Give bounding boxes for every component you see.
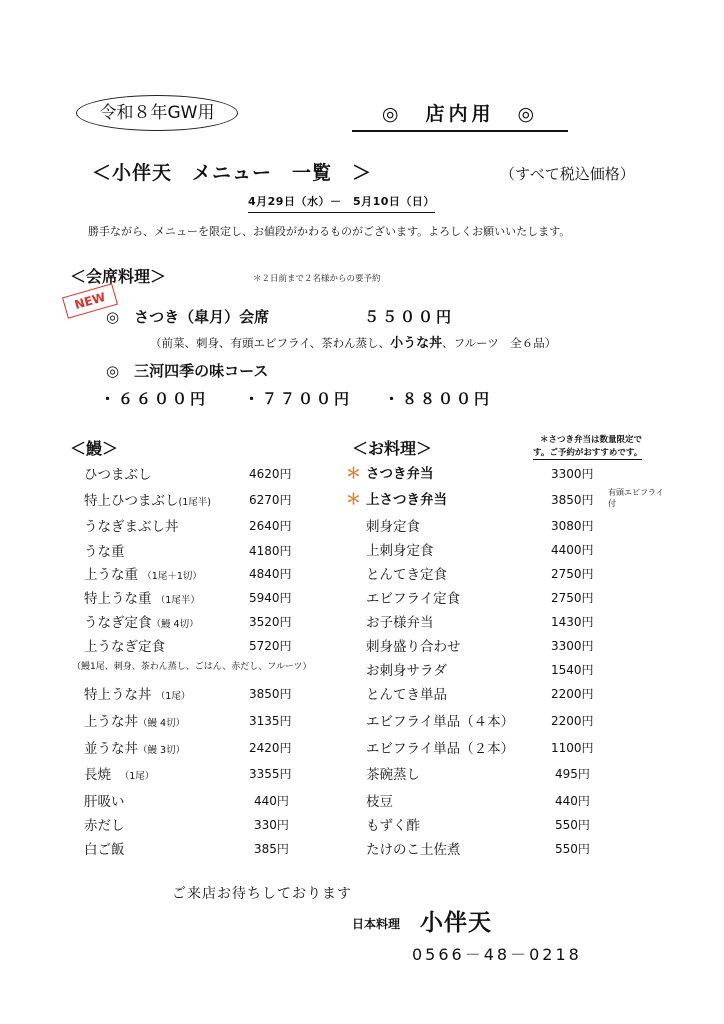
unagi-item-price: 3850円 [249,687,292,701]
mikawa-price-1: ・６６００円 [100,390,209,408]
unagi-item-name: 特上うな丼 （1尾） [84,687,191,703]
date-range: 4月29日（水）－ 5月10日（日） [248,193,435,213]
dish-item-price: 550円 [555,818,590,832]
menu-title: ＜小伴天 メニュー 一覧 ＞ [92,162,373,184]
dish-item-price: 3300円 [551,639,594,653]
star-icon: ＊ [346,490,362,508]
dish-item-name: とんてき定食 [366,567,447,583]
dish-item-name: エビフライ単品（４本） [366,714,515,730]
satsuki-course-name: ◎ さつき（皐月）会席 [106,308,270,326]
dish-item-name: 枝豆 [366,794,393,810]
unagi-item-name: 長焼 （1尾） [84,767,155,783]
unagi-item-name: 赤だし [84,818,125,834]
unagi-heading: ＜鰻＞ [70,439,119,458]
unagi-item-name: 肝吸い [84,794,125,810]
unagi-item-name: 上うな重 （1尾＋1切） [84,567,202,583]
dish-item-name: お刺身サラダ [366,663,447,679]
dish-item-name: 刺身盛り合わせ [366,639,461,655]
unagi-item-name: 上うなぎ定食 [84,639,165,655]
purpose-title: ◎ 店内用 ◎ [352,99,568,132]
welcome-message: ご来店お待ちしております [172,886,352,902]
dish-item-name: 上刺身定食 [366,543,434,559]
dish-item-price: 2200円 [551,714,594,728]
kaiseki-note: ＊２日前まで２名様からの要予約 [253,274,381,284]
satsuki-course-price: ５５００円 [364,308,455,326]
dish-item-name: 上さつき弁当 [366,492,447,508]
shrimp-note-line1: 有頭エビフライ [608,488,664,497]
dish-item-price: 3850円 [551,493,594,507]
dish-item-price: 440円 [555,794,590,808]
unagi-item-price: 5720円 [249,639,292,653]
unagi-item-price: 3135円 [249,714,292,728]
star-icon: ＊ [346,464,362,482]
dish-item-price: 3300円 [551,467,594,481]
unagi-item-price: 4840円 [249,567,292,581]
unagi-item-name: 特上ひつまぶし(1尾半) [84,493,211,509]
unagi-item-name: うなぎ定食（鰻 4切） [84,615,199,631]
dish-item-price: 4400円 [551,543,594,557]
unagi-item-price: 440円 [254,794,289,808]
phone-number: 0566－48－0218 [412,945,582,964]
dishes-heading: ＜お料理＞ [352,439,433,458]
shop-prefix: 日本料理 [352,917,401,931]
dish-item-name: もずく酢 [366,818,420,834]
dish-item-name: とんてき単品 [366,687,447,703]
dish-item-name: 刺身定食 [366,519,420,535]
mikawa-course-name: ◎ 三河四季の味コース [106,362,269,380]
season-label: 令和８年GW用 [76,95,238,131]
unagi-item-price: 6270円 [249,493,292,507]
unagi-item-name: うなぎまぶし丼 [84,519,179,535]
unagi-item-price: 5940円 [249,591,292,605]
unagi-item-price: 2420円 [249,741,292,755]
unagi-item-name: 並うな丼（鰻 3切） [84,741,186,757]
shop-name: 小伴天 [420,910,492,936]
mikawa-price-3: ・８８００円 [384,390,493,408]
notice-text: 勝手ながら、メニューを限定し、お値段がかわるものがございます。よろしくお願いいたします。 [88,225,571,238]
unagi-item-price: 385円 [254,842,289,856]
unagi-item-price: 4180円 [249,544,292,558]
unagi-item-name: 上うな丼（鰻 4切） [84,714,186,730]
shrimp-note-line2: 付 [608,499,616,508]
dish-item-name: エビフライ単品（２本） [366,741,515,757]
dish-item-price: 1540円 [551,663,594,677]
dish-item-price: 2750円 [551,591,594,605]
dish-item-price: 550円 [555,842,590,856]
unagi-item-price: 3520円 [249,615,292,629]
bento-note-line2: す。ご予約がおすすめです。 [533,448,643,458]
bento-note-line1: ＊さつき弁当は数量限定で [540,435,643,445]
unagi-item-price: 3355円 [249,767,292,781]
unagi-item-price: 330円 [254,818,289,832]
unagi-item-name: 特上うな重 （1尾半） [84,591,200,607]
satsuki-course-detail: （前菜、刺身、有頭エビフライ、茶わん蒸し、小うな丼、フルーツ 全６品） [150,336,557,351]
new-badge: NEW [62,283,118,318]
unagi-item-name: 白ご飯 [84,842,125,858]
teishoku-contents-note: （鰻1尾、刺身、茶わん蒸し、ごはん、赤だし、フルーツ） [72,662,312,672]
tax-note: （すべて税込価格） [500,165,635,183]
dish-item-name: 茶碗蒸し [366,767,420,783]
dish-item-name: お子様弁当 [366,615,434,631]
dish-item-name: エビフライ定食 [366,591,461,607]
unagi-item-name: うな重 [84,544,125,560]
unagi-item-name: ひつまぶし [84,467,152,483]
mikawa-price-2: ・７７００円 [244,390,353,408]
unagi-item-price: 2640円 [249,519,292,533]
dish-item-price: 3080円 [551,519,594,533]
dish-item-price: 2750円 [551,567,594,581]
dish-item-price: 495円 [555,767,590,781]
dish-item-price: 2200円 [551,687,594,701]
kaiseki-heading: ＜会席料理＞ [70,267,167,286]
dish-item-price: 1100円 [551,741,594,755]
dish-item-name: たけのこ土佐煮 [366,842,461,858]
unagi-item-price: 4620円 [249,467,292,481]
dish-item-name: さつき弁当 [366,466,434,482]
dish-item-price: 1430円 [551,615,594,629]
